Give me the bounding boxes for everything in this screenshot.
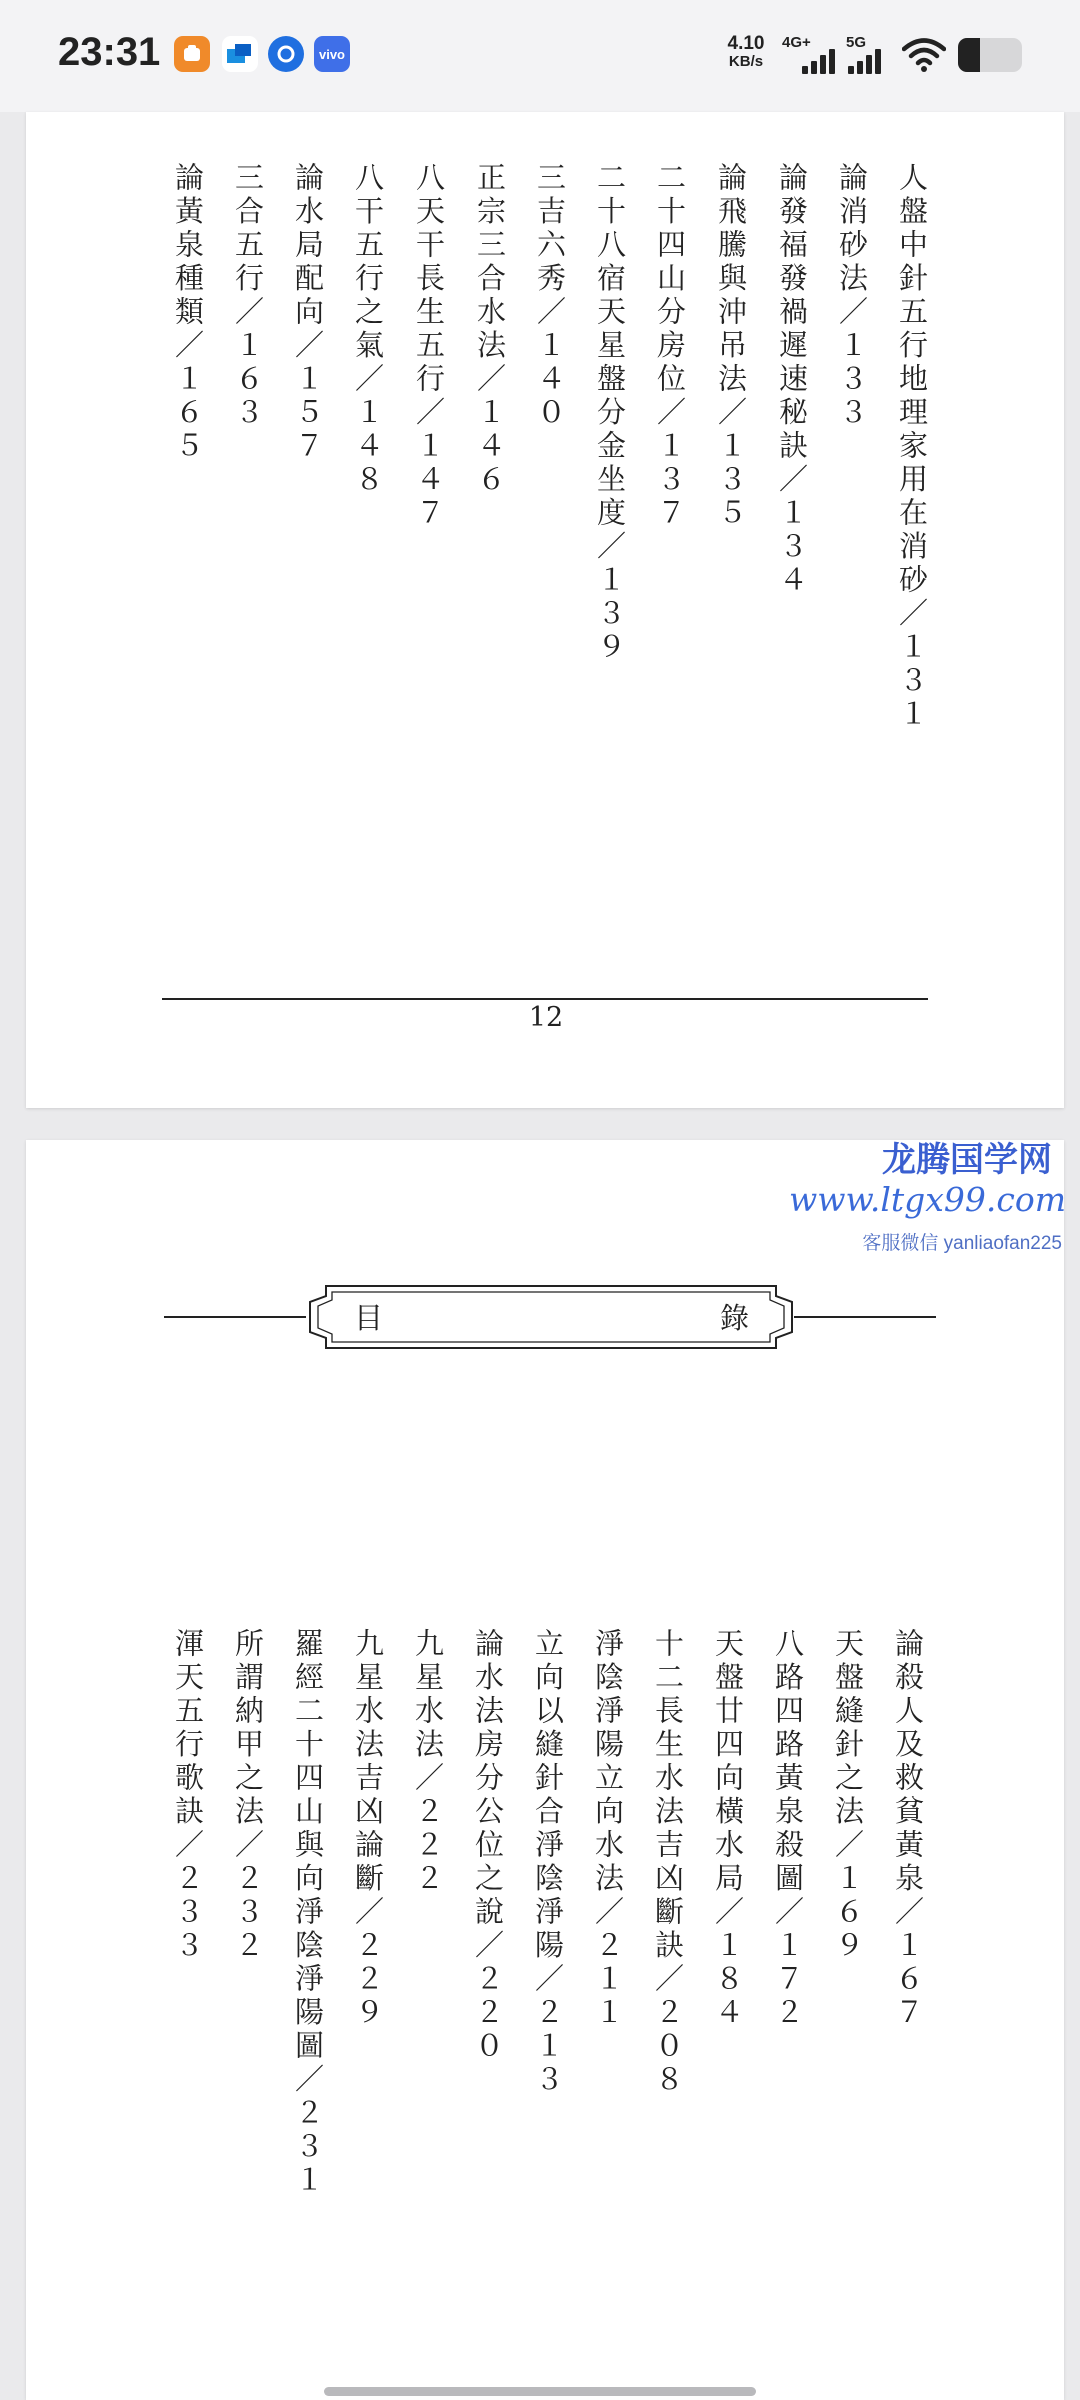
watermark-url: www.ltgx99.com <box>789 1180 1066 1219</box>
toc-entry: 羅經二十四山與向淨陰淨陽圖／２３１ <box>291 1628 325 2198</box>
clock-time: 23:31 <box>58 30 161 74</box>
watermark-contact-note: 客服微信 yanliaofan225 <box>862 1233 1062 1254</box>
files-app-icon <box>222 36 258 72</box>
toc-entry: 論黃泉種類／１６５ <box>171 162 205 464</box>
signal-5g-icon <box>846 34 908 74</box>
toc-entry: 淨陰淨陽立向水法／２１１ <box>591 1628 625 2030</box>
battery-icon <box>958 38 1022 72</box>
status-bar <box>0 0 1080 112</box>
toc-entry: 所謂納甲之法／２３２ <box>231 1628 265 1963</box>
wifi-icon <box>902 38 946 72</box>
network-speed-unit: KB/s <box>728 52 764 70</box>
signal-4g-icon <box>782 34 844 74</box>
toc-entry: 天盤縫針之法／１６９ <box>831 1628 865 1963</box>
contents-header-frame <box>164 1282 936 1352</box>
signal-5g-label: 5G <box>846 34 867 51</box>
toc-entry: 八天干長生五行／１４７ <box>412 162 446 531</box>
vivo-app-label: vivo <box>318 46 345 62</box>
contents-title-right-char: 錄 <box>720 1301 750 1335</box>
toc-entry: 天盤廿四向橫水局／１８４ <box>711 1628 745 2030</box>
battery-level-fill <box>958 38 980 72</box>
watermark-site-title: 龙腾国学网 <box>882 1141 1052 1179</box>
toc-entry: 九星水法吉凶論斷／２２９ <box>351 1628 385 2030</box>
toc-entry: 十二長生水法吉凶斷訣／２０８ <box>651 1628 685 2097</box>
contents-title-left-char: 目 <box>354 1301 384 1335</box>
toc-entry: 八路四路黃泉殺圖／１７２ <box>771 1628 805 2030</box>
document-page-2 <box>26 1140 1064 2400</box>
toc-entry: 論飛騰與沖吊法／１３５ <box>714 162 748 531</box>
toc-entry: 三吉六秀／１４０ <box>533 162 567 430</box>
toc-entry: 九星水法／２２２ <box>411 1628 445 1896</box>
footer-rule <box>162 998 928 1000</box>
toc-entry: 正宗三合水法／１４６ <box>473 162 507 497</box>
page-number: 12 <box>528 1002 564 1033</box>
toc-entry: 二十四山分房位／１３７ <box>653 162 687 531</box>
toc-entry: 論水法房分公位之說／２２０ <box>471 1628 505 2064</box>
toc-entry: 三合五行／１６３ <box>231 162 265 430</box>
toc-entry: 論殺人及救貧黃泉／１６７ <box>891 1628 925 2030</box>
phone-app-icon <box>174 36 210 72</box>
document-page-1 <box>26 112 1064 1108</box>
home-gesture-bar[interactable] <box>324 2387 756 2396</box>
toc-entry: 八干五行之氣／１４８ <box>351 162 385 497</box>
signal-4g-label: 4G+ <box>782 34 811 51</box>
vivo-app-icon <box>314 36 350 72</box>
browser-app-icon <box>268 36 304 72</box>
toc-entry: 論水局配向／１５７ <box>291 162 325 464</box>
toc-entry: 人盤中針五行地理家用在消砂／１３１ <box>895 162 929 732</box>
toc-entry: 論發福發禍遲速秘訣／１３４ <box>775 162 809 598</box>
network-speed <box>718 34 774 70</box>
toc-entry: 立向以縫針合淨陰淨陽／２１３ <box>531 1628 565 2097</box>
toc-entry: 論消砂法／１３３ <box>835 162 869 430</box>
toc-entry: 二十八宿天星盤分金坐度／１３９ <box>593 162 627 665</box>
network-speed-value: 4.10 <box>727 33 765 54</box>
toc-entry: 渾天五行歌訣／２３３ <box>171 1628 205 1963</box>
